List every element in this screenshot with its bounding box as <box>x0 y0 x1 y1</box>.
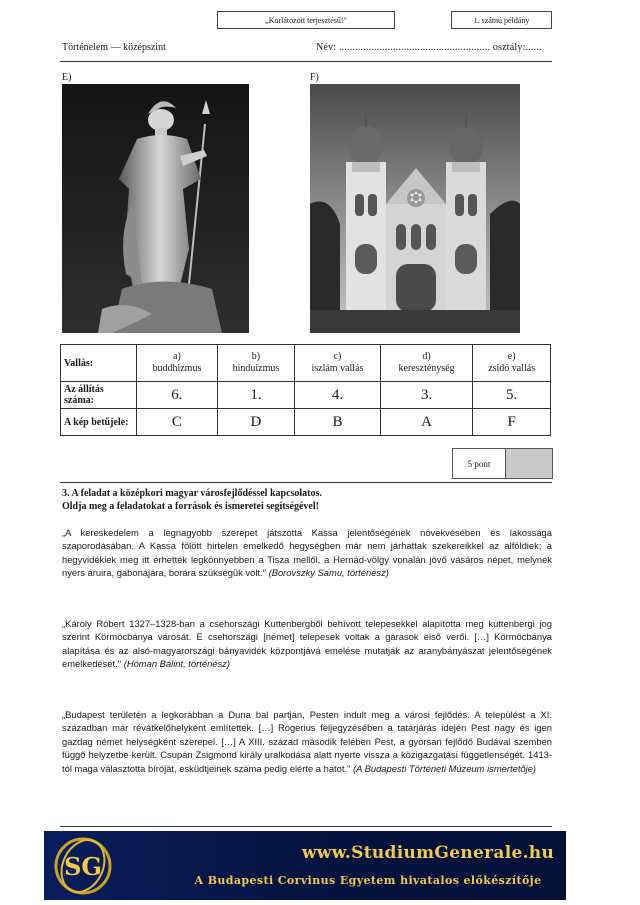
statement-number-d: 3. <box>380 382 473 409</box>
image-letter-c: B <box>295 409 381 436</box>
religion-table <box>60 344 551 436</box>
task-line-1: 3. A feladat a középkori magyar városfejlődéssel kapcsolatos. <box>62 488 322 499</box>
footer-rule <box>60 826 552 827</box>
copy-number-box <box>451 11 552 29</box>
score-entry-field <box>506 449 552 478</box>
statement-number-b: 1. <box>217 382 294 409</box>
source-quote-kassa <box>62 526 552 580</box>
header-rule <box>60 61 552 62</box>
statement-number-row <box>61 382 551 409</box>
statement-number-header: Az állítás száma: <box>61 382 137 409</box>
athena-statue-photo <box>62 84 249 333</box>
image-f-label: F) <box>310 72 319 83</box>
studium-generale-banner[interactable] <box>44 831 566 900</box>
image-e-label: E) <box>62 72 72 83</box>
statement-number-c: 4. <box>295 382 381 409</box>
image-letter-header: A kép betűjele: <box>61 409 137 436</box>
score-label: 5 pont <box>453 449 506 478</box>
quote-source: (Borovszky Samu, történész) <box>268 567 389 579</box>
logo-text: SG <box>64 852 102 881</box>
image-letter-row <box>61 409 551 436</box>
religion-cell-c: c) iszlám vallás <box>295 345 381 382</box>
image-letter-e: F <box>473 409 551 436</box>
statement-number-a: 6. <box>137 382 218 409</box>
religion-row <box>61 345 551 382</box>
quote-text: „Károly Róbert 1327–1328-ban a csehországi Kuttenbergből behívott telepesekkel alapította meg kuttenbergi jog szerint Körmöcbánya városát. E csehországi [német] telepesek voltak a garasok első verői. […] Körmöcbánya alapítása és az alsó-magyarországi bányavidék központjává emelése mutatják az aranybányászat jelentőségének emelkedését." <box>62 618 552 670</box>
image-letter-b: D <box>217 409 294 436</box>
image-letter-d: A <box>380 409 473 436</box>
banner-tagline: A Budapesti Corvinus Egyetem hivatalos előkészítője <box>194 874 542 887</box>
religion-cell-a: a) buddhizmus <box>137 345 218 382</box>
religion-row-header: Vallás: <box>61 345 137 382</box>
studium-generale-logo <box>52 834 114 897</box>
statement-number-e: 5. <box>473 382 551 409</box>
task-line-2: Oldja meg a feladatokat a források és ismeretei segítségével! <box>62 501 319 512</box>
restricted-notice-box <box>217 11 395 29</box>
source-quote-pest <box>62 708 552 775</box>
religion-cell-d: d) kereszténység <box>380 345 473 382</box>
subject-level: Történelem — középszint <box>62 42 166 53</box>
religion-cell-b: b) hinduizmus <box>217 345 294 382</box>
quote-text: „A kereskedelem a legnagyobb szerepet játszotta Kassa jelentőségének növekvésében és lakossága szaporodásában. A Kassa fölött hirtelen emelkedő hegységben már nem járhattak szekereikkel az alföldiek; a hegyvidékiek meg itt érhették legkönnyebben a Tisza mellől, a Hernád-völgy vonalán jövő vásáros népet, melynek nyers áruira, gabonájára, borára szükségük volt." <box>62 527 552 579</box>
name-class-line: Név: ........................................................ osztály:...... <box>316 42 542 53</box>
image-letter-a: C <box>137 409 218 436</box>
copy-number: 1. számú példány <box>473 15 530 25</box>
restricted-notice: „Korlátozott terjesztésű!" <box>265 15 347 25</box>
quote-source: (A Budapesti Történeti Múzeum ismertetője) <box>353 762 537 774</box>
section-rule <box>60 482 552 483</box>
synagogue-photo <box>310 84 520 333</box>
quote-text: „Budapest területén a legkorábban a Duna bal partján, Pesten indult meg a városi fejlődés. A települést a XI. században már révátkelőhelyként említették. […] Rogerius feljegyzésében a tatárjárás idején Pest nagy és igen gazdag német helységként szerepel. […] A XIII. század második felében Pest, a gyorsan fejlődő Budával szemben függő helyzetbe került. Csupán Zsigmond király uralkodása alatt nyerte vissza a közigazgatási függetlenségét. 1413-tól maga választotta bíróját, esküdtjeinek száma pedig elérte a hatot." <box>62 709 552 774</box>
score-box <box>452 448 553 479</box>
banner-url[interactable]: www.StudiumGenerale.hu <box>301 843 555 863</box>
task-heading <box>62 487 552 513</box>
religion-cell-e: e) zsidó vallás <box>473 345 551 382</box>
quote-source: (Hóman Bálint, történész) <box>123 658 230 670</box>
source-quote-kormocbanya <box>62 617 552 671</box>
